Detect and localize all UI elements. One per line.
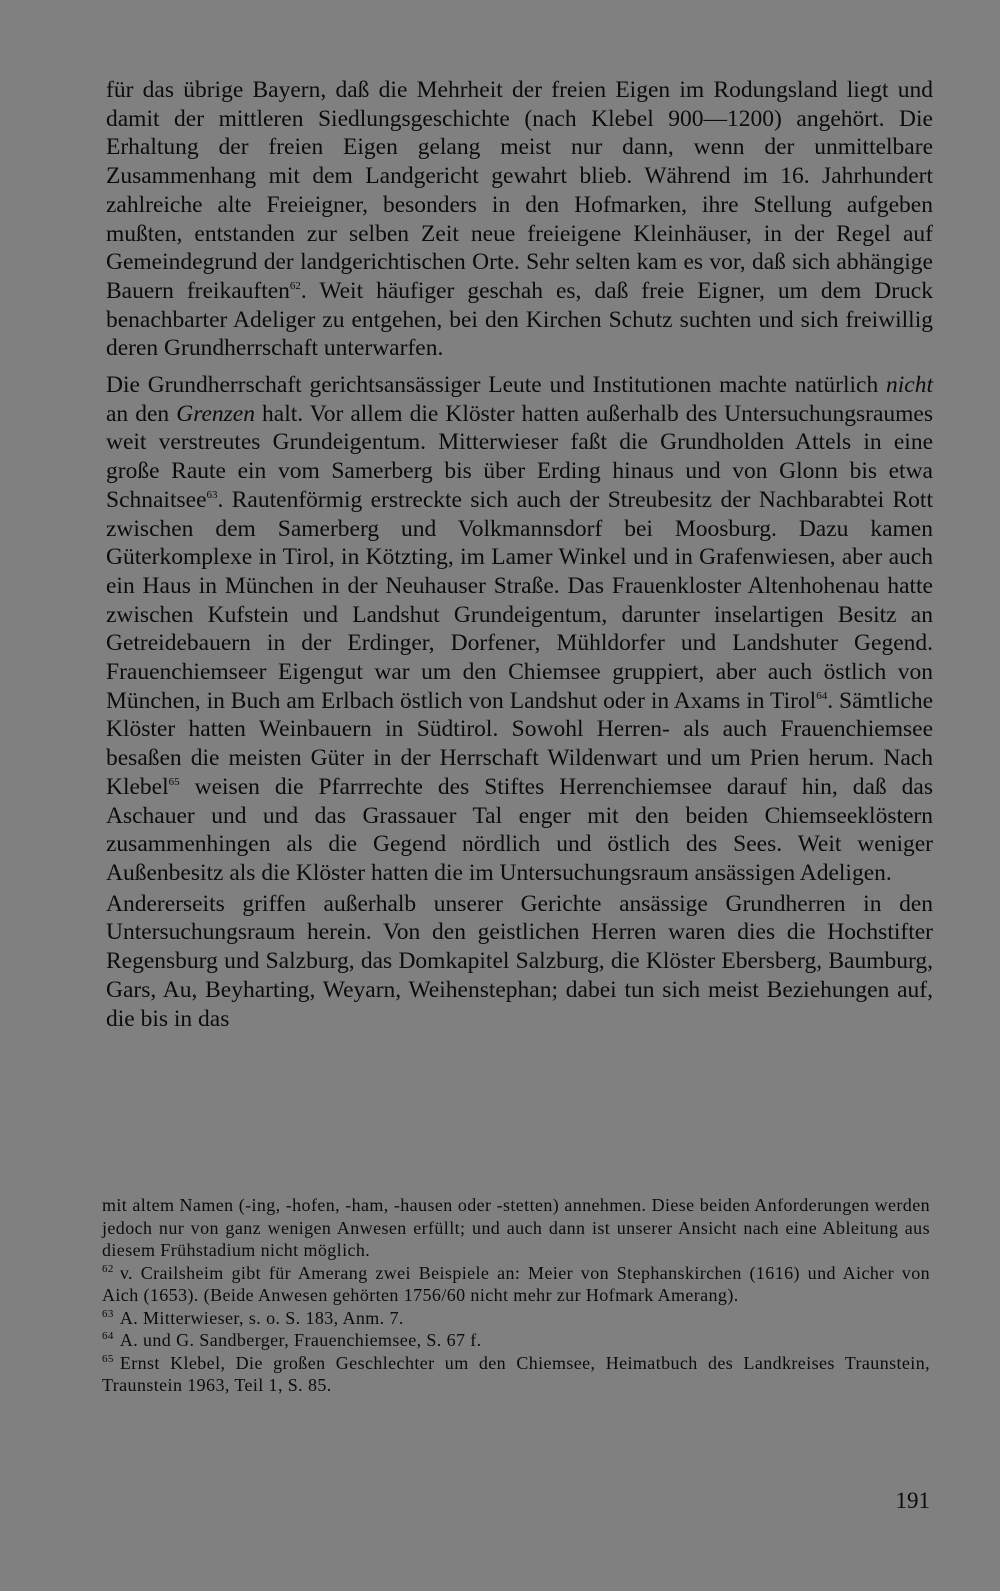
footnote-ref-62: 62 (289, 279, 301, 292)
emphasis-nicht: nicht (886, 372, 933, 399)
emphasis-grenzen: Grenzen (176, 400, 255, 427)
footnote-ref-65: 65 (168, 775, 180, 788)
footnote-62 (102, 1262, 930, 1307)
footnote-text: v. Crailsheim gibt für Amerang zwei Beispiele an: Meier von Stephanskirchen (1616) und Aicher von Aich (1653). (Beide Anwesen gehörten 1756/60 nicht mehr zur Hofmark Amerang). (102, 1262, 930, 1305)
text-run: für das übrige Bayern, daß die Mehrheit der freien Eigen im Rodungsland liegt und damit der mittleren Siedlungsgeschichte (nach Klebel 900—1200) angehört. Die Erhaltung der freien Eigen gelang meist nur dann, wenn der unmittelbare Zusammenhang mit dem Landgericht gewahrt blieb. Während im 16. Jahrhundert zahlreiche alte Freieigner, besonders in den Hofmarken, ihre Stellung aufgeben mußten, entstanden zur selben Zeit neue freieigene Kleinhäuser, in der Regel auf Gemeindegrund der landgerichtischen Orte. Sehr selten kam es vor, daß sich abhängige Bauern freikauften (106, 77, 933, 304)
paragraph-2 (106, 371, 933, 888)
text-run: . Weit häufiger geschah es, daß freie Eigner, um dem Druck benachbarter Adeliger zu entgehen, bei den Kirchen Schutz suchten und sich freiwillig deren Grundherrschaft unterwarfen. (106, 277, 933, 362)
footnote-continuation: mit altem Namen (-ing, -hofen, -ham, -hausen oder -stetten) annehmen. Diese beiden Anforderungen werden jedoch nur von ganz wenigen Anwesen erfüllt; und auch dann ist unserer Ansicht nach eine Ableitung aus diesem Frühstadium nicht möglich. (102, 1195, 930, 1260)
footnote-64 (102, 1329, 930, 1352)
footnote-text: Ernst Klebel, Die großen Geschlechter um den Chiemsee, Heimatbuch des Landkreises Traunstein, Traunstein 1963, Teil 1, S. 85. (102, 1352, 930, 1395)
footnote-ref-63: 63 (206, 488, 218, 501)
text-run: an den (106, 400, 177, 427)
main-text (106, 76, 933, 1033)
footnotes (102, 1194, 930, 1397)
paragraph-1 (106, 76, 933, 363)
page-number: 191 (895, 1488, 930, 1513)
footnote-number: 65 (102, 1352, 114, 1365)
text-run: halt. Vor allem die Klöster hatten außerhalb des Untersuchungsraumes weit verstreutes Grundeigentum. Mitterwieser faßt die Grundholden Attels in eine große Raute ein vom Samerberg bis über Erding hinaus und von Glonn bis etwa Schnaitsee (106, 400, 933, 513)
footnote-ref-64: 64 (816, 689, 828, 702)
footnote-text: A. Mitterwieser, s. o. S. 183, Anm. 7. (119, 1307, 404, 1328)
footnote-number: 63 (102, 1307, 114, 1320)
text-run: . Rautenförmig erstreckte sich auch der Streubesitz der Nachbarabtei Rott zwischen dem Samerberg und Volkmannsdorf bei Moosburg. Dazu kamen Güterkomplexe in Tirol, in Kötzting, im Lamer Winkel und in Grafenwiesen, aber auch ein Haus in München in der Neuhauser Straße. Das Frauenkloster Altenhohenau hatte zwischen Kufstein und Landshut Grundeigentum, darunter inselartigen Besitz an Getreidebauern in der Erdinger, Dorfener, Mühldorfer und Landshuter Gegend. Frauenchiemseer Eigengut war um den Chiemsee gruppiert, aber auch östlich von München, in Buch am Erlbach östlich von Landshut oder in Axams in Tirol (106, 486, 933, 714)
footnote-number: 62 (102, 1262, 114, 1275)
paragraph-3: Andererseits griffen außerhalb unserer Gerichte ansässige Grundherren in den Untersuchungsraum herein. Von den geistlichen Herren waren dies die Hochstifter Regensburg und Salzburg, das Domkapitel Salzburg, die Klöster Ebersberg, Baumburg, Gars, Au, Beyharting, Weyarn, Weihenstephan; dabei tun sich meist Beziehungen auf, die bis in das (106, 890, 933, 1032)
text-run: weisen die Pfarrrechte des Stiftes Herrenchiemsee darauf hin, daß das Aschauer und und das Grassauer Tal enger mit den beiden Chiemseeklöstern zusammenhingen als die Gegend nördlich und östlich des Sees. Weit weniger Außenbesitz als die Klöster hatten die im Untersuchungsraum ansässigen Adeligen. (106, 773, 933, 886)
footnote-65 (102, 1352, 930, 1397)
footnote-63 (102, 1307, 930, 1330)
text-run: . Sämtliche Klöster hatten Weinbauern in Südtirol. Sowohl Herren- als auch Frauenchiemsee besaßen die meisten Güter in der Herrschaft Wildenwart und um Prien herum. Nach Klebel (106, 687, 934, 800)
footnote-text: A. und G. Sandberger, Frauenchiemsee, S. 67 f. (119, 1330, 482, 1350)
footnote-number: 64 (102, 1330, 114, 1342)
text-run: Die Grundherrschaft gerichtsansässiger Leute und Institutionen machte natürlich (106, 372, 886, 399)
